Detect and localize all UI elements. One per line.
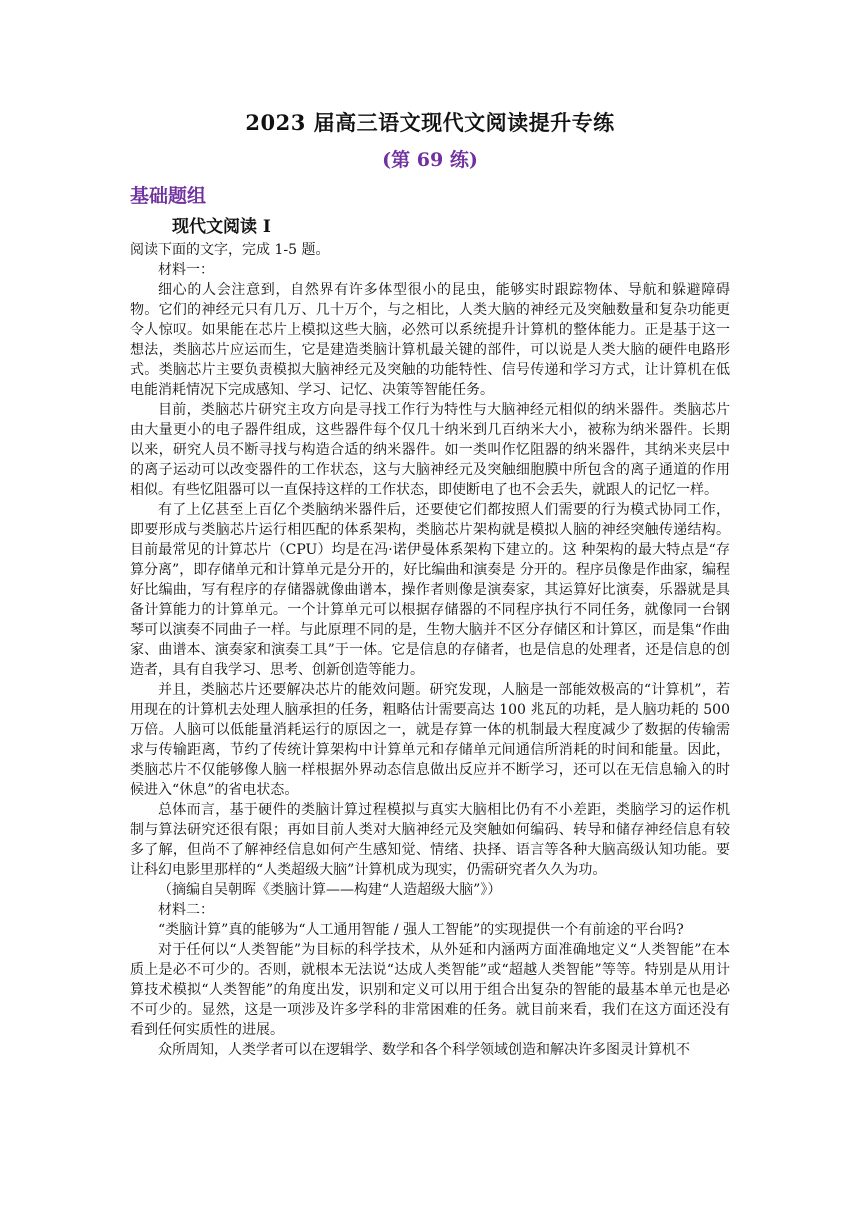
paragraph: 目前，类脑芯片研究主攻方向是寻找工作行为特性与大脑神经元相似的纳米器件。类脑芯片由大量更小的电子器件组成，这些器件每个仅几十纳米到几百纳米大小，被称为纳米器件。长期以来，研究人员不断寻找与构造合适的纳米器件。如一类叫作忆阻器的纳米器件，其纳米夹层中的离子运动可以改变器件的工作状态，这与大脑神经元及突触细胞膜中所包含的离子通道的作用相似。有些忆阻器可以一直保持这样的工作状态，即使断电了也不会丢失，就跟人的记忆一样。 xyxy=(130,402,730,498)
document-subtitle: (第 69 练) xyxy=(382,149,478,171)
document-body xyxy=(130,240,730,1060)
source-citation: （摘编自吴朝晖《类脑计算——构建“人造超级大脑”》） xyxy=(158,882,502,898)
document-title: 2023 届高三语文现代文阅读提升专练 xyxy=(245,110,615,135)
paragraph: 众所周知，人类学者可以在逻辑学、数学和各个科学领域创造和解决许多图灵计算机不 xyxy=(158,1042,690,1058)
paragraph: 对于任何以“人类智能”为目标的科学技术，从外延和内涵两方面准确地定义“人类智能”在本质上是必不可少的。否则，就根本无法说“达成人类智能”或“超越人类智能”等等。特别是从用计算技术模拟“人类智能”的角度出发，识别和定义可以用于组合出复杂的智能的最基本单元也是必不可少的。显然，这是一项涉及许多学科的非常困难的任务。就目前来看，我们在这方面还没有看到任何实质性的进展。 xyxy=(130,942,730,1038)
paragraph: 总体而言，基于硬件的类脑计算过程模拟与真实大脑相比仍有不小差距，类脑学习的运作机制与算法研究还很有限；再如目前人类对大脑神经元及突触如何编码、转导和储存神经信息有较多了解，但尚不了解神经信息如何产生感知觉、情绪、抉择、语言等各种大脑高级认知功能。要让科幻电影里那样的“人类超级大脑”计算机成为现实，仍需研究者久久为功。 xyxy=(130,802,730,878)
instruction-text: 阅读下面的文字，完成 1-5 题。 xyxy=(130,242,330,258)
section-heading: 基础题组 xyxy=(130,185,207,207)
paragraph: 细心的人会注意到，自然界有许多体型很小的昆虫，能够实时跟踪物体、导航和躲避障碍物。它们的神经元只有几万、几十万个，与之相比，人类大脑的神经元及突触数量和复杂功能更令人惊叹。如果能在芯片上模拟这些大脑，必然可以系统提升计算机的整体能力。正是基于这一想法，类脑芯片应运而生，它是建造类脑计算机最关键的部件，可以说是人类大脑的硬件电路形式。类脑芯片主要负责模拟大脑神经元及突触的功能特性、信号传递和学习方式，让计算机在低电能消耗情况下完成感知、学习、记忆、决策等智能任务。 xyxy=(130,282,730,398)
paragraph: “类脑计算”真的能够为“人工通用智能 / 强人工智能”的实现提供一个有前途的平台吗? xyxy=(158,922,684,938)
part-heading: 现代文阅读 I xyxy=(172,217,271,237)
material-label: 材料一： xyxy=(158,262,214,278)
material-label: 材料二： xyxy=(158,902,214,918)
paragraph: 并且，类脑芯片还要解决芯片的能效问题。研究发现，人脑是一部能效极高的“计算机”，若用现在的计算机去处理人脑承担的任务，粗略估计需要高达 100 兆瓦的功耗，是人脑功耗的 500 万倍。人脑可以低能量消耗运行的原因之一，就是存算一体的机制最大程度减少了数据的传输需求与传输距离，节约了传统计算架构中计算单元和存储单元间通信所消耗的时间和能量。因此，类脑芯片不仅能够像人脑一样根据外界动态信息做出反应并不断学习，还可以在无信息输入的时候进入“休息”的省电状态。 xyxy=(130,682,730,798)
paragraph: 有了上亿甚至上百亿个类脑纳米器件后，还要使它们都按照人们需要的行为模式协同工作，即要形成与类脑芯片运行相匹配的体系架构，类脑芯片架构就是模拟人脑的神经突触传递结构。目前最常见的计算芯片（CPU）均是在冯·诺伊曼体系架构下建立的。这 种架构的最大特点是“存算分离”，即存储单元和计算单元是分开的，好比编曲和演奏是 分开的。程序员像是作曲家，编程好比编曲，写有程序的存储器就像曲谱本，操作者则像是演奏家，其运算好比演奏，乐器就是具备计算能力的计算单元。一个计算单元可以根据存储器的不同程序执行不同任务，就像同一台钢琴可以演奏不同曲子一样。与此原理不同的是，生物大脑并不区分存储区和计算区，而是集“作曲家、曲谱本、演奏家和演奏工具”于一体。它是信息的存储者，也是信息的处理者，还是信息的创造者，具有自我学习、思考、创新创造等能力。 xyxy=(130,502,730,678)
